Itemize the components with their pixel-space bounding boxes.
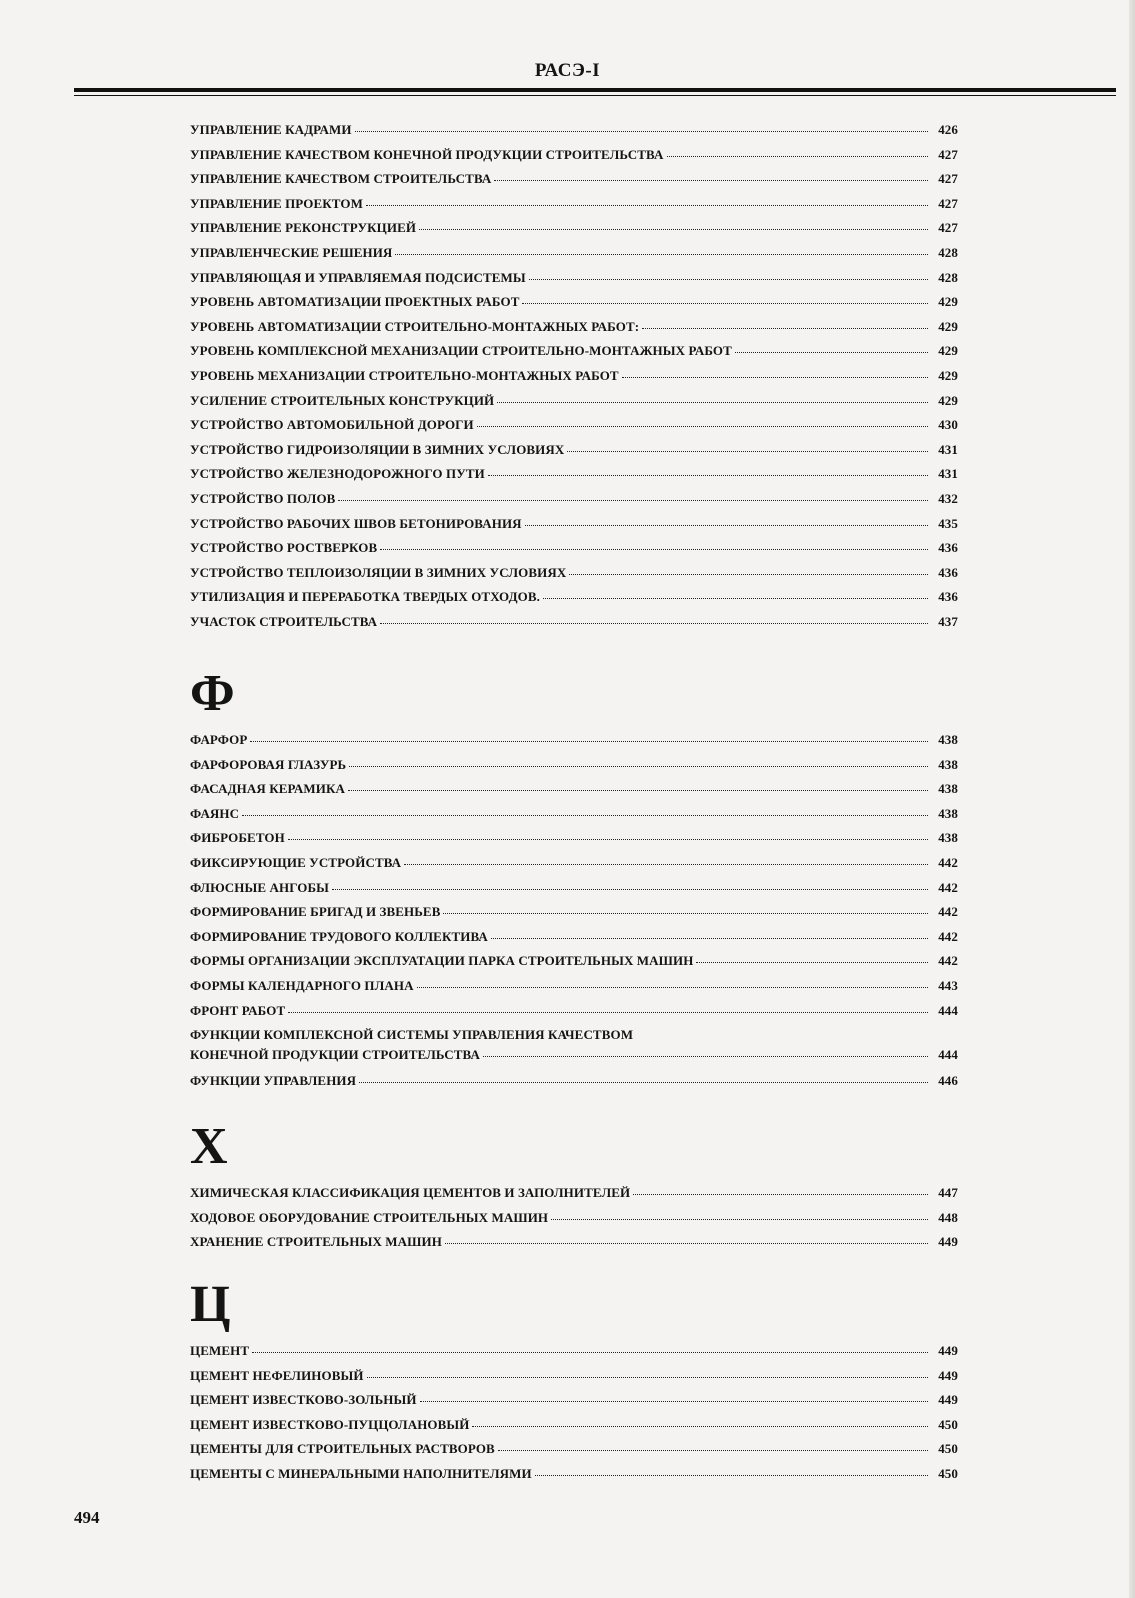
- entry-page: 435: [938, 515, 958, 531]
- index-entry[interactable]: [190, 1417, 958, 1442]
- dot-leader: [633, 1194, 928, 1195]
- index-entry[interactable]: [190, 1343, 958, 1368]
- header-rule-thin: [74, 95, 1116, 96]
- index-entry[interactable]: [190, 122, 958, 147]
- entry-page: 442: [938, 928, 958, 944]
- dot-leader: [395, 254, 928, 255]
- entry-title: УПРАВЛЕНИЕ КАЧЕСТВОМ КОНЕЧНОЙ ПРОДУКЦИИ СТРОИТЕЛЬСТВА: [190, 146, 664, 162]
- entry-page: 447: [938, 1185, 958, 1200]
- entry-title: УСТРОЙСТВО РАБОЧИХ ШВОВ БЕТОНИРОВАНИЯ: [190, 515, 522, 531]
- dot-leader: [696, 962, 928, 963]
- entry-title: УПРАВЛЕНИЕ КАЧЕСТВОМ СТРОИТЕЛЬСТВА: [190, 171, 492, 187]
- dot-leader: [477, 426, 928, 427]
- index-entry[interactable]: [190, 929, 958, 954]
- entry-page: 449: [938, 1367, 958, 1383]
- entry-title: УЧАСТОК СТРОИТЕЛЬСТВА: [190, 613, 378, 629]
- index-entry[interactable]: [190, 1441, 958, 1466]
- entry-title: ФИБРОБЕТОН: [190, 830, 285, 846]
- index-entry[interactable]: [190, 1368, 958, 1393]
- entry-title: ЦЕМЕНТ ИЗВЕСТКОВО-ПУЦЦОЛАНОВЫЙ: [190, 1416, 470, 1432]
- section-f-entries: [190, 732, 958, 1027]
- index-entry[interactable]: [190, 343, 958, 368]
- entry-page: 448: [938, 1209, 958, 1225]
- entry-title: ФОРМИРОВАНИЕ ТРУДОВОГО КОЛЛЕКТИВА: [190, 928, 488, 944]
- entry-title: ХРАНЕНИЕ СТРОИТЕЛЬНЫХ МАШИН: [190, 1234, 442, 1250]
- dot-leader: [367, 1377, 928, 1378]
- entry-page: 449: [938, 1392, 958, 1408]
- dot-leader: [472, 1426, 928, 1427]
- index-entry[interactable]: [190, 1210, 958, 1235]
- entry-page: 442: [938, 854, 958, 870]
- entry-title: ФОРМЫ КАЛЕНДАРНОГО ПЛАНА: [190, 977, 414, 993]
- dot-leader: [417, 987, 928, 988]
- entry-title: ЦЕМЕНТ: [190, 1343, 250, 1358]
- index-entry[interactable]: [190, 1234, 958, 1259]
- entry-page: 429: [938, 343, 958, 359]
- dot-leader: [443, 913, 928, 914]
- index-entry[interactable]: [190, 806, 958, 831]
- index-entry[interactable]: [190, 1392, 958, 1417]
- entry-page: 429: [938, 367, 958, 383]
- dot-leader: [366, 205, 928, 206]
- entry-page: 427: [938, 146, 958, 162]
- entry-title: ФРОНТ РАБОТ: [190, 1002, 286, 1018]
- dot-leader: [622, 377, 928, 378]
- index-entry[interactable]: [190, 1003, 958, 1028]
- entry-page: 444: [938, 1047, 958, 1063]
- dot-leader: [667, 156, 928, 157]
- entry-title-line1: ФУНКЦИИ КОМПЛЕКСНОЙ СИСТЕМЫ УПРАВЛЕНИЯ КАЧЕСТВОМ: [190, 1027, 634, 1043]
- entry-title: УПРАВЛЯЮЩАЯ И УПРАВЛЯЕМАЯ ПОДСИСТЕМЫ: [190, 269, 526, 285]
- index-entry[interactable]: [190, 614, 958, 639]
- dot-leader: [250, 741, 928, 742]
- dot-leader: [338, 500, 928, 501]
- section-letter: Ц: [190, 1276, 231, 1333]
- entry-title: ФУНКЦИИ УПРАВЛЕНИЯ: [190, 1073, 357, 1089]
- index-entry[interactable]: [190, 830, 958, 855]
- index-entry[interactable]: [190, 171, 958, 196]
- entry-title: ФОРМЫ ОРГАНИЗАЦИИ ЭКСПЛУАТАЦИИ ПАРКА СТРОИТЕЛЬНЫХ МАШИН: [190, 953, 694, 969]
- entry-title: УРОВЕНЬ АВТОМАТИЗАЦИИ ПРОЕКТНЫХ РАБОТ: [190, 294, 520, 310]
- index-entry[interactable]: [190, 1466, 958, 1491]
- index-entry[interactable]: [190, 1185, 958, 1210]
- dot-leader: [404, 864, 928, 865]
- entry-page: 449: [938, 1343, 958, 1358]
- entry-page: 449: [938, 1234, 958, 1250]
- entry-page: 450: [938, 1465, 958, 1481]
- dot-leader: [497, 402, 928, 403]
- dot-leader: [535, 1475, 928, 1476]
- dot-leader: [252, 1352, 928, 1353]
- index-entry[interactable]: [190, 855, 958, 880]
- dot-leader: [419, 229, 928, 230]
- dot-leader: [420, 1401, 928, 1402]
- entry-page: 429: [938, 318, 958, 334]
- entry-title: ЦЕМЕНТ ИЗВЕСТКОВО-ЗОЛЬНЫЙ: [190, 1392, 417, 1408]
- entry-page: 431: [938, 466, 958, 482]
- dot-leader: [355, 131, 928, 132]
- entry-page: 427: [938, 220, 958, 236]
- dot-leader: [567, 451, 928, 452]
- dot-leader: [491, 938, 928, 939]
- entry-page: 436: [938, 589, 958, 605]
- entry-page: 437: [938, 613, 958, 629]
- entry-title: УСТРОЙСТВО ТЕПЛОИЗОЛЯЦИИ В ЗИМНИХ УСЛОВИЯХ: [190, 564, 567, 580]
- entry-title: УРОВЕНЬ КОМПЛЕКСНОЙ МЕХАНИЗАЦИИ СТРОИТЕЛЬНО-МОНТАЖНЫХ РАБОТ: [190, 343, 732, 359]
- entry-page: 442: [938, 953, 958, 969]
- entry-page: 436: [938, 540, 958, 556]
- index-entry[interactable]: [190, 978, 958, 1003]
- entry-title: ФАЯНС: [190, 805, 240, 821]
- dot-leader: [380, 623, 928, 624]
- entry-title: ХОДОВОЕ ОБОРУДОВАНИЕ СТРОИТЕЛЬНЫХ МАШИН: [190, 1209, 549, 1225]
- entry-page: 431: [938, 441, 958, 457]
- entry-page: 442: [938, 879, 958, 895]
- index-entry[interactable]: [190, 466, 958, 491]
- running-header: РАСЭ-I: [534, 60, 601, 81]
- entry-title: УПРАВЛЕНИЕ РЕКОНСТРУКЦИЕЙ: [190, 220, 417, 236]
- dot-leader: [359, 1082, 928, 1083]
- dot-leader: [494, 180, 928, 181]
- index-entry[interactable]: [190, 565, 958, 590]
- entry-title: УСТРОЙСТВО АВТОМОБИЛЬНОЙ ДОРОГИ: [190, 417, 474, 433]
- entry-title: УРОВЕНЬ АВТОМАТИЗАЦИИ СТРОИТЕЛЬНО-МОНТАЖНЫХ РАБОТ:: [190, 318, 640, 334]
- dot-leader: [735, 352, 928, 353]
- section-kh-entries: [190, 1185, 958, 1259]
- entry-title: ФЛЮСНЫЕ АНГОБЫ: [190, 879, 330, 895]
- index-entry[interactable]: [190, 270, 958, 295]
- header-rule-thick: [74, 88, 1116, 92]
- index-entry[interactable]: [190, 904, 958, 929]
- index-entry[interactable]: [190, 417, 958, 442]
- entry-page: 426: [938, 122, 958, 137]
- entry-page: 428: [938, 244, 958, 260]
- entry-page: 430: [938, 417, 958, 433]
- entry-page: 432: [938, 490, 958, 506]
- section-ts: [190, 1276, 958, 1491]
- section-u: [190, 122, 958, 638]
- dot-leader: [543, 598, 928, 599]
- entry-title: ФОРМИРОВАНИЕ БРИГАД И ЗВЕНЬЕВ: [190, 904, 441, 920]
- entry-title: УПРАВЛЕНИЕ КАДРАМИ: [190, 122, 352, 137]
- section-kh: [190, 1118, 958, 1259]
- entry-page: 450: [938, 1441, 958, 1457]
- index-entry[interactable]: [190, 196, 958, 221]
- dot-leader: [551, 1219, 928, 1220]
- entry-page: 438: [938, 830, 958, 846]
- index-entry[interactable]: [190, 516, 958, 541]
- entry-page: 438: [938, 732, 958, 747]
- entry-page: 436: [938, 564, 958, 580]
- section-f: [190, 665, 958, 1098]
- dot-leader: [488, 475, 928, 476]
- entry-title-line2: КОНЕЧНОЙ ПРОДУКЦИИ СТРОИТЕЛЬСТВА: [190, 1047, 480, 1063]
- entry-page: 446: [938, 1073, 958, 1089]
- index-entry[interactable]: [190, 732, 958, 757]
- index-entry[interactable]: [190, 757, 958, 782]
- entry-page: 429: [938, 392, 958, 408]
- dot-leader: [498, 1450, 928, 1451]
- index-entry[interactable]: [190, 589, 958, 614]
- entry-page: 428: [938, 269, 958, 285]
- index-entry[interactable]: [190, 245, 958, 270]
- entry-title: УСТРОЙСТВО ПОЛОВ: [190, 490, 336, 506]
- entry-title: УСТРОЙСТВО ГИДРОИЗОЛЯЦИИ В ЗИМНИХ УСЛОВИЯХ: [190, 441, 565, 457]
- entry-title: УСТРОЙСТВО РОСТВЕРКОВ: [190, 540, 378, 556]
- entry-title: УПРАВЛЕНИЕ ПРОЕКТОМ: [190, 195, 363, 211]
- index-entry[interactable]: [190, 880, 958, 905]
- dot-leader: [522, 303, 928, 304]
- index-entry[interactable]: [190, 319, 958, 344]
- dot-leader: [288, 1012, 928, 1013]
- index-entry[interactable]: [190, 368, 958, 393]
- dot-leader: [529, 279, 928, 280]
- entry-page: 443: [938, 977, 958, 993]
- entry-page: 450: [938, 1416, 958, 1432]
- index-entry[interactable]: [190, 220, 958, 245]
- entry-page: 444: [938, 1002, 958, 1018]
- dot-leader: [242, 815, 928, 816]
- entry-title: ФАСАДНАЯ КЕРАМИКА: [190, 781, 345, 797]
- index-entry[interactable]: [190, 1027, 958, 1073]
- section-letter: Х: [190, 1118, 228, 1175]
- entry-page: 427: [938, 195, 958, 211]
- dot-leader: [642, 328, 928, 329]
- index-entry[interactable]: [190, 1073, 958, 1098]
- entry-title: ФИКСИРУЮЩИЕ УСТРОЙСТВА: [190, 854, 402, 870]
- index-entry[interactable]: [190, 953, 958, 978]
- entry-page: 438: [938, 756, 958, 772]
- entry-page: 429: [938, 294, 958, 310]
- entry-page: 442: [938, 904, 958, 920]
- entry-title: ЦЕМЕНТ НЕФЕЛИНОВЫЙ: [190, 1367, 364, 1383]
- dot-leader: [483, 1056, 928, 1057]
- entry-page: 427: [938, 171, 958, 187]
- entry-title: УРОВЕНЬ МЕХАНИЗАЦИИ СТРОИТЕЛЬНО-МОНТАЖНЫХ РАБОТ: [190, 367, 619, 383]
- dot-leader: [348, 790, 928, 791]
- page-number: 494: [74, 1508, 100, 1527]
- dot-leader: [349, 766, 928, 767]
- section-ts-entries: [190, 1343, 958, 1491]
- index-entry[interactable]: [190, 442, 958, 467]
- entry-title: УСИЛЕНИЕ СТРОИТЕЛЬНЫХ КОНСТРУКЦИЙ: [190, 392, 495, 408]
- entry-title: УТИЛИЗАЦИЯ И ПЕРЕРАБОТКА ТВЕРДЫХ ОТХОДОВ.: [190, 589, 540, 605]
- entry-title: ФАРФОРОВАЯ ГЛАЗУРЬ: [190, 756, 347, 772]
- dot-leader: [380, 549, 928, 550]
- dot-leader: [525, 525, 928, 526]
- entry-title: УПРАВЛЕНЧЕСКИЕ РЕШЕНИЯ: [190, 244, 393, 260]
- entry-page: 438: [938, 805, 958, 821]
- entry-title: ХИМИЧЕСКАЯ КЛАССИФИКАЦИЯ ЦЕМЕНТОВ И ЗАПОЛНИТЕЛЕЙ: [190, 1185, 631, 1200]
- page-edge: [1129, 0, 1135, 1598]
- entry-title: УСТРОЙСТВО ЖЕЛЕЗНОДОРОЖНОГО ПУТИ: [190, 466, 485, 482]
- index-entry[interactable]: [190, 147, 958, 172]
- index-entry[interactable]: [190, 393, 958, 418]
- dot-leader: [288, 839, 928, 840]
- index-entry[interactable]: [190, 781, 958, 806]
- section-letter: Ф: [190, 665, 235, 722]
- index-entry[interactable]: [190, 294, 958, 319]
- index-entry[interactable]: [190, 491, 958, 516]
- dot-leader: [445, 1243, 928, 1244]
- entry-title: ФАРФОР: [190, 732, 248, 747]
- dot-leader: [332, 889, 928, 890]
- entry-page: 438: [938, 781, 958, 797]
- dot-leader: [569, 574, 928, 575]
- entry-title: ЦЕМЕНТЫ ДЛЯ СТРОИТЕЛЬНЫХ РАСТВОРОВ: [190, 1441, 495, 1457]
- entry-title: ЦЕМЕНТЫ С МИНЕРАЛЬНЫМИ НАПОЛНИТЕЛЯМИ: [190, 1465, 532, 1481]
- index-entry[interactable]: [190, 540, 958, 565]
